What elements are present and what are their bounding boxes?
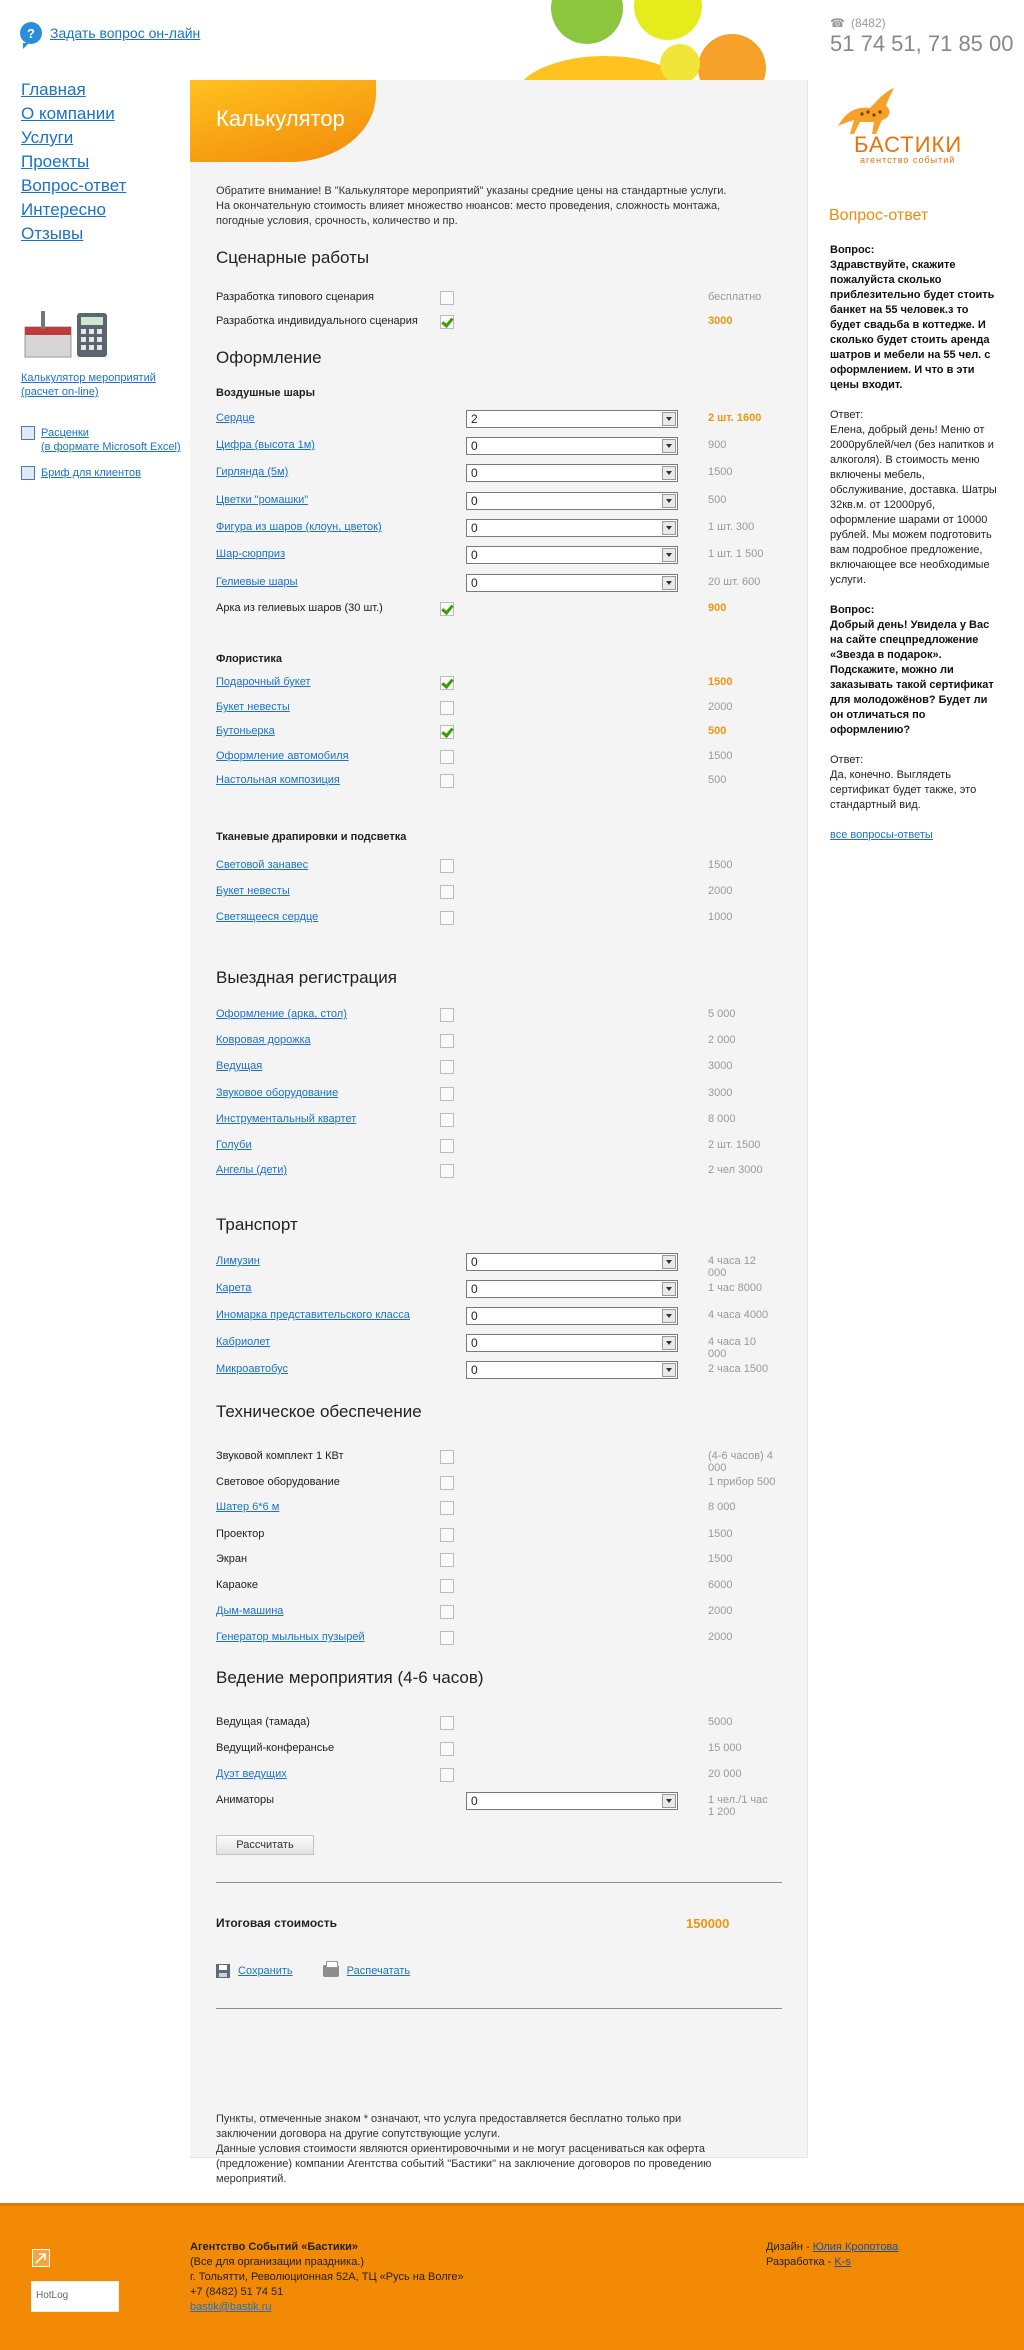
- service-price: 1500: [708, 676, 733, 688]
- subsection-heading: Флористика: [216, 653, 283, 665]
- service-checkbox[interactable]: [440, 1501, 454, 1515]
- quantity-value: 0: [471, 1255, 478, 1269]
- faq-answer: Елена, добрый день! Меню от 2000рублей/чел (без напитков и алкоголя). В стоимость меню включены мебель, обслуживание, доставка. Шатры 32кв.м. от 12000руб, оформление шарами от 10000 рублей. Мы можем подготовить вам подробное предложение, включающее все необходимые услуги.: [830, 424, 997, 586]
- service-row: [216, 574, 776, 592]
- logo[interactable]: [826, 82, 1006, 172]
- quantity-select[interactable]: [466, 546, 678, 564]
- prices-link-sub[interactable]: (в формате Microsoft Excel): [41, 441, 181, 453]
- chevron-down-icon: [662, 494, 676, 508]
- service-price: 5 000: [708, 1008, 736, 1020]
- service-checkbox[interactable]: [440, 676, 454, 690]
- service-price: 4 часа 10 000: [708, 1336, 756, 1360]
- footer: [0, 2203, 1024, 2350]
- service-row: [216, 674, 776, 692]
- service-checkbox[interactable]: [440, 1060, 454, 1074]
- quantity-value: 0: [471, 1794, 478, 1808]
- service-row: [216, 883, 776, 901]
- chevron-down-icon: [662, 521, 676, 535]
- service-price: 2 чел 3000: [708, 1164, 763, 1176]
- quantity-select[interactable]: [466, 1792, 678, 1810]
- nav-services[interactable]: Услуги: [21, 128, 74, 147]
- service-row: [216, 1577, 776, 1595]
- service-row: [216, 313, 776, 331]
- service-price: 2000: [708, 885, 733, 897]
- calculator-link-sub[interactable]: (расчет on-line): [21, 386, 99, 398]
- service-checkbox[interactable]: [440, 1528, 454, 1542]
- total-value: 150000: [686, 1916, 730, 1931]
- word-icon: [21, 466, 35, 480]
- quantity-value: 0: [471, 548, 478, 562]
- quantity-select[interactable]: [466, 410, 678, 428]
- service-link[interactable]: Лимузин: [216, 1255, 260, 1267]
- service-row: [216, 1448, 776, 1474]
- divider: [216, 1882, 782, 1883]
- decorative-blobs: [500, 0, 770, 82]
- footer-company: Агентство Событий «Бастики»: [190, 2241, 359, 2253]
- service-checkbox[interactable]: [440, 1605, 454, 1619]
- service-row: [216, 1006, 776, 1024]
- service-link[interactable]: Светящееся сердце: [216, 911, 319, 923]
- all-faq-link[interactable]: все вопросы-ответы: [830, 829, 933, 841]
- save-icon: [216, 1964, 230, 1978]
- service-label: Ведущий-конферансье: [216, 1742, 335, 1754]
- service-link[interactable]: Звуковое оборудование: [216, 1087, 339, 1099]
- service-price: 3000: [708, 1087, 733, 1099]
- service-link[interactable]: Дуэт ведущих: [216, 1768, 287, 1780]
- service-price: 8 000: [708, 1113, 736, 1125]
- quantity-value: 0: [471, 1336, 478, 1350]
- footer-contacts: Агентство Событий «Бастики» (Все для организации праздника.) г. Тольятти, Революционная 52А, ТЦ «Русь на Волге» +7 (8482) 51 74 51 bastik@bastik.ru: [190, 2241, 464, 2313]
- faq-block: [830, 243, 998, 843]
- service-link[interactable]: Иномарка представительского класса: [216, 1309, 410, 1321]
- brief-link[interactable]: Бриф для клиентов: [41, 467, 142, 479]
- faq-title: Вопрос-ответ: [829, 207, 929, 224]
- faq-question-label: Вопрос:: [830, 604, 875, 616]
- service-price: 2000: [708, 701, 733, 713]
- service-price: 20 шт. 600: [708, 576, 761, 588]
- service-price: 1 час 8000: [708, 1282, 763, 1294]
- quantity-select[interactable]: [466, 1280, 678, 1298]
- service-price: 6000: [708, 1579, 733, 1591]
- service-price: 4 часа 12 000: [708, 1255, 756, 1279]
- quantity-value: 0: [471, 576, 478, 590]
- quantity-value: 0: [471, 1309, 478, 1323]
- service-row: [216, 1714, 776, 1732]
- nav-about[interactable]: О компании: [21, 104, 115, 123]
- service-checkbox[interactable]: [440, 885, 454, 899]
- quantity-select[interactable]: [466, 1361, 678, 1379]
- service-link[interactable]: Микроавтобус: [216, 1363, 289, 1375]
- designer-link[interactable]: Юлия Кропотова: [812, 2241, 899, 2253]
- service-checkbox[interactable]: [440, 1579, 454, 1593]
- leopard-logo-icon: [832, 82, 902, 138]
- service-checkbox[interactable]: [440, 701, 454, 715]
- intro-text: Обратите внимание! В "Калькуляторе мероприятий" указаны средние цены на стандартные услуги. На окончательную стоимость влияет множество нюансов: место проведения, сложность монтажа, погодные условия, срочность, количество и пр.: [216, 185, 727, 227]
- service-price: 1500: [708, 1553, 733, 1565]
- footer-credits: Дизайн - Юлия Кропотова Разработка - K-s: [766, 2241, 899, 2268]
- arrow-up-icon[interactable]: [32, 2249, 50, 2267]
- service-checkbox[interactable]: [440, 1164, 454, 1178]
- service-row: [216, 699, 776, 717]
- faq-answer-label: Ответ:: [830, 409, 864, 421]
- faq-answer-label: Ответ:: [830, 754, 864, 766]
- service-price: 1500: [708, 1528, 733, 1540]
- service-checkbox[interactable]: [440, 291, 454, 305]
- service-price: 1500: [708, 859, 733, 871]
- service-checkbox[interactable]: [440, 1139, 454, 1153]
- service-label: Разработка типового сценария: [216, 291, 374, 303]
- service-price: 500: [708, 725, 727, 737]
- service-label: Караоке: [216, 1579, 258, 1591]
- faq-question-label: Вопрос:: [830, 244, 875, 256]
- service-link[interactable]: Фигура из шаров (клоун, цветок): [216, 521, 382, 533]
- service-checkbox[interactable]: [440, 1450, 454, 1464]
- chevron-down-icon: [662, 1282, 676, 1296]
- quantity-value: 0: [471, 466, 478, 480]
- service-row: [216, 492, 776, 510]
- service-checkbox[interactable]: [440, 1476, 454, 1490]
- service-link[interactable]: Шар-сюрприз: [216, 548, 286, 560]
- excel-icon: [21, 426, 35, 440]
- service-row: [216, 1137, 776, 1155]
- service-price: 500: [708, 774, 727, 786]
- quantity-select[interactable]: [466, 1253, 678, 1271]
- service-price: бесплатно: [708, 291, 762, 303]
- service-checkbox[interactable]: [440, 1716, 454, 1730]
- service-price: 2000: [708, 1631, 733, 1643]
- quantity-value: 0: [471, 439, 478, 453]
- quantity-select[interactable]: [466, 464, 678, 482]
- section-heading: Транспорт: [216, 1215, 298, 1234]
- main-nav: [21, 78, 126, 246]
- service-checkbox[interactable]: [440, 1008, 454, 1022]
- section-heading: Выездная регистрация: [216, 968, 397, 987]
- service-row: [216, 1334, 776, 1360]
- nav-projects[interactable]: Проекты: [21, 152, 90, 171]
- service-price: 900: [708, 602, 727, 614]
- total-label: Итоговая стоимость: [216, 1916, 337, 1930]
- service-row: [216, 748, 776, 766]
- chevron-down-icon: [662, 466, 676, 480]
- service-price: 2 часа 1500: [708, 1363, 769, 1375]
- chevron-down-icon: [662, 576, 676, 590]
- service-row: [216, 546, 776, 564]
- service-row: [216, 1361, 776, 1379]
- section-heading: Техническое обеспечение: [216, 1402, 422, 1421]
- service-link[interactable]: Настольная композиция: [216, 774, 340, 786]
- nav-home[interactable]: Главная: [21, 80, 86, 99]
- section-heading: Сценарные работы: [216, 248, 370, 267]
- service-link[interactable]: Кабриолет: [216, 1336, 271, 1348]
- service-link[interactable]: Гелиевые шары: [216, 576, 298, 588]
- service-price: 2 шт. 1500: [708, 1139, 761, 1151]
- service-label: Проектор: [216, 1528, 265, 1540]
- service-checkbox[interactable]: [440, 602, 454, 616]
- chevron-down-icon: [662, 1309, 676, 1323]
- service-checkbox[interactable]: [440, 1034, 454, 1048]
- subsection-heading: Воздушные шары: [216, 387, 315, 399]
- service-checkbox[interactable]: [440, 859, 454, 873]
- section-heading: Ведение мероприятия (4-6 часов): [216, 1668, 484, 1687]
- service-price: 1 прибор 500: [708, 1476, 776, 1488]
- service-price: 500: [708, 494, 727, 506]
- service-price: 3000: [708, 315, 733, 327]
- service-checkbox[interactable]: [440, 1113, 454, 1127]
- service-row: [216, 857, 776, 875]
- quantity-select[interactable]: [466, 1307, 678, 1325]
- quantity-select[interactable]: [466, 1334, 678, 1352]
- service-row: [216, 1603, 776, 1621]
- service-price: 2 шт. 1600: [708, 412, 762, 424]
- faq-question: Здравствуйте, скажите пожалуйста сколько приблезительно будет стоить банкет на 55 человек.з то будет свадьба в коттедже. И сколько будет стоить аренда шатров и мебели на 55 чел. с оформлением. И что в эти цены входит.: [830, 259, 995, 391]
- print-icon: [323, 1965, 339, 1977]
- service-row: [216, 1058, 776, 1076]
- service-price: 1 шт. 300: [708, 521, 755, 533]
- service-price: 5000: [708, 1716, 733, 1728]
- service-row: [216, 723, 776, 741]
- phone-block: [830, 16, 1014, 57]
- service-row: [216, 464, 776, 482]
- service-checkbox[interactable]: [440, 1553, 454, 1567]
- service-checkbox[interactable]: [440, 774, 454, 788]
- service-checkbox[interactable]: [440, 1631, 454, 1645]
- chevron-down-icon: [662, 439, 676, 453]
- divider: [216, 2008, 782, 2009]
- service-checkbox[interactable]: [440, 315, 454, 329]
- phone-numbers: 51 74 51, 71 85 00: [830, 31, 1014, 56]
- service-label: Ведущая (тамада): [216, 1716, 310, 1728]
- print-link[interactable]: Распечатать: [346, 1965, 411, 1977]
- service-price: 2000: [708, 1605, 733, 1617]
- service-row: [216, 1162, 776, 1180]
- service-row: [216, 1307, 776, 1325]
- service-label: Арка из гелиевых шаров (30 шт.): [216, 602, 383, 614]
- document-links: [21, 426, 181, 492]
- service-row: [216, 1280, 776, 1298]
- service-row: [216, 600, 776, 618]
- calculator-panel: [190, 80, 808, 2185]
- service-row: [216, 1551, 776, 1569]
- service-row: [216, 519, 776, 537]
- service-link[interactable]: Бутоньерка: [216, 725, 275, 737]
- service-link[interactable]: Голуби: [216, 1139, 252, 1151]
- service-price: 900: [708, 439, 727, 451]
- quantity-value: 2: [471, 412, 478, 426]
- service-row: [216, 1526, 776, 1544]
- service-price: 4 часа 4000: [708, 1309, 769, 1321]
- calculate-button[interactable]: Рассчитать: [216, 1835, 314, 1855]
- ask-online-link[interactable]: Задать вопрос он-лайн: [50, 25, 201, 41]
- service-link[interactable]: Генератор мыльных пузырей: [216, 1631, 365, 1643]
- nav-faq[interactable]: Вопрос-ответ: [21, 176, 127, 195]
- service-row: [216, 1032, 776, 1050]
- service-row: [216, 1766, 776, 1784]
- service-row: [216, 437, 776, 455]
- service-link[interactable]: Инструментальный квартет: [216, 1113, 357, 1125]
- service-link[interactable]: Дым-машина: [216, 1605, 284, 1617]
- save-link[interactable]: Сохранить: [238, 1965, 293, 1977]
- section-heading: Оформление: [216, 348, 322, 367]
- logo-subtitle: агентство событий: [860, 155, 956, 165]
- chevron-down-icon: [662, 1794, 676, 1808]
- calculator-icon: [21, 305, 111, 360]
- chevron-down-icon: [662, 1255, 676, 1269]
- faq-answer: Да, конечно. Выглядеть сертификат будет также, это стандартный вид.: [830, 769, 977, 811]
- page-title: Калькулятор: [190, 80, 376, 162]
- service-row: [216, 1111, 776, 1129]
- actions-bar: [216, 1964, 410, 1978]
- service-price: 20 000: [708, 1768, 742, 1780]
- service-link[interactable]: Букет невесты: [216, 701, 290, 713]
- calculator-link[interactable]: Калькулятор мероприятий: [21, 372, 156, 384]
- service-price: 1 чел./1 час 1 200: [708, 1794, 768, 1818]
- service-link[interactable]: Оформление автомобиля: [216, 750, 349, 762]
- subsection-heading: Тканевые драпировки и подсветка: [216, 831, 407, 843]
- service-link[interactable]: Букет невесты: [216, 885, 290, 897]
- service-link[interactable]: Шатер 6*6 м: [216, 1501, 280, 1513]
- service-price: 15 000: [708, 1742, 742, 1754]
- service-link[interactable]: Цифра (высота 1м): [216, 439, 315, 451]
- service-link[interactable]: Гирлянда (5м): [216, 466, 289, 478]
- service-checkbox[interactable]: [440, 750, 454, 764]
- service-label: Звуковой комплект 1 КВт: [216, 1450, 344, 1462]
- quantity-select[interactable]: [466, 574, 678, 592]
- developer-link[interactable]: K-s: [834, 2256, 851, 2268]
- service-link[interactable]: Оформление (арка, стол): [216, 1008, 347, 1020]
- service-row: [216, 1629, 776, 1647]
- service-row: [216, 1499, 776, 1517]
- quantity-value: 0: [471, 1363, 478, 1377]
- logo-text: БАСТИКИ: [854, 132, 963, 157]
- service-checkbox[interactable]: [440, 1742, 454, 1756]
- service-checkbox[interactable]: [440, 725, 454, 739]
- service-checkbox[interactable]: [440, 1768, 454, 1782]
- calculator-promo[interactable]: [21, 305, 171, 399]
- quantity-value: 0: [471, 1282, 478, 1296]
- quantity-select[interactable]: [466, 519, 678, 537]
- service-link[interactable]: Ангелы (дети): [216, 1164, 287, 1176]
- footnote: Пункты, отмеченные знаком * означают, что услуга предоставляется бесплатно только при заключении договора на другие сопутствующие услуги. Данные условия стоимости являются ориентировочными и не могут расцениваться как оферта (предложение) компании Агентства событий "Бастики" на заключение договоров по проведению мероприятий.: [216, 2113, 712, 2185]
- service-price: 3000: [708, 1060, 733, 1072]
- chevron-down-icon: [662, 1336, 676, 1350]
- service-label: Аниматоры: [216, 1794, 275, 1806]
- ask-online-bar[interactable]: [20, 22, 200, 44]
- faq-question: Добрый день! Увидела у Вас на сайте спецпредложение «Звезда в подарок». Подскажите, можно ли заказывать такой сертификат для молодожёнов? Будет ли он отличаться по оформлению?: [830, 619, 994, 736]
- service-link[interactable]: Ведущая: [216, 1060, 263, 1072]
- phone-icon: ☎: [830, 16, 845, 30]
- nav-interesting[interactable]: Интересно: [21, 200, 106, 219]
- footer-email-link[interactable]: bastik@bastik.ru: [190, 2301, 272, 2313]
- service-checkbox[interactable]: [440, 911, 454, 925]
- service-link[interactable]: Световой занавес: [216, 859, 309, 871]
- question-icon: ?: [20, 22, 42, 44]
- quantity-value: 0: [471, 494, 478, 508]
- prices-link[interactable]: Расценки: [41, 427, 89, 439]
- service-link[interactable]: Ковровая дорожка: [216, 1034, 311, 1046]
- service-row: [216, 1474, 776, 1492]
- service-price: (4-6 часов) 4 000: [708, 1450, 773, 1474]
- service-row: [216, 410, 776, 428]
- service-label: Разработка индивидуального сценария: [216, 315, 418, 327]
- phone-code: (8482): [850, 16, 886, 30]
- service-row: [216, 772, 776, 790]
- service-row: [216, 1792, 776, 1818]
- chevron-down-icon: [662, 548, 676, 562]
- quantity-value: 0: [471, 521, 478, 535]
- service-row: [216, 1253, 776, 1279]
- service-row: [216, 1740, 776, 1758]
- service-price: 1000: [708, 911, 733, 923]
- service-row: [216, 909, 776, 927]
- service-link[interactable]: Цветки "ромашки": [216, 494, 309, 506]
- nav-reviews[interactable]: Отзывы: [21, 224, 84, 243]
- service-row: [216, 289, 776, 307]
- service-row: [216, 1085, 776, 1103]
- service-price: 2 000: [708, 1034, 736, 1046]
- hotlog-counter[interactable]: HotLog: [31, 2281, 119, 2312]
- service-price: 8 000: [708, 1501, 736, 1513]
- service-price: 1500: [708, 750, 733, 762]
- quantity-select[interactable]: [466, 492, 678, 510]
- chevron-down-icon: [662, 1363, 676, 1377]
- chevron-down-icon: [662, 412, 676, 426]
- service-label: Экран: [216, 1553, 248, 1565]
- service-price: 1 шт. 1 500: [708, 548, 764, 560]
- service-price: 1500: [708, 466, 733, 478]
- service-link[interactable]: Подарочный букет: [216, 676, 311, 688]
- service-checkbox[interactable]: [440, 1087, 454, 1101]
- service-label: Световое оборудование: [216, 1476, 340, 1488]
- quantity-select[interactable]: [466, 437, 678, 455]
- service-link[interactable]: Сердце: [216, 412, 255, 424]
- service-link[interactable]: Карета: [216, 1282, 252, 1294]
